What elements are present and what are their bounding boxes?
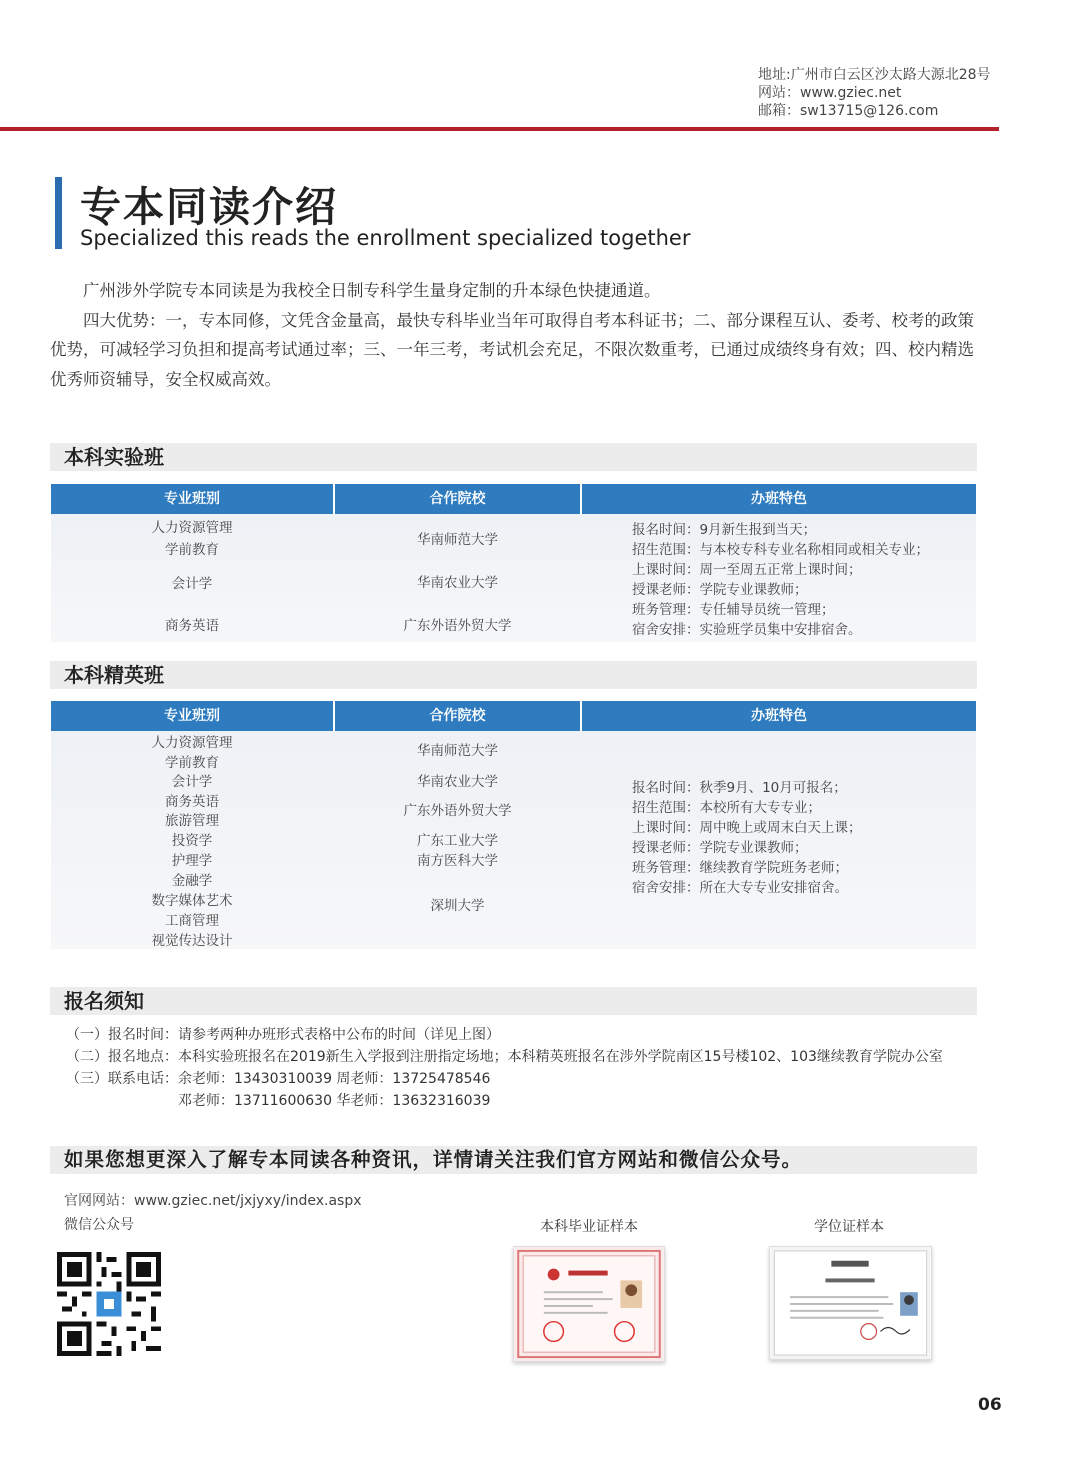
school-cell: 华南师范大学 (417, 743, 498, 759)
major-cell: 视觉传达设计 (151, 933, 233, 949)
email-text: 邮箱：sw13715@126.com (758, 103, 939, 119)
degree-cert-label: 学位证样本 (814, 1219, 884, 1235)
school-cell: 广东外语外贸大学 (403, 618, 512, 634)
major-cell: 人力资源管理 (151, 735, 233, 751)
header-major: 专业班别 (51, 701, 333, 731)
school-cell: 华南农业大学 (417, 575, 498, 591)
major-cell: 金融学 (171, 873, 213, 889)
school-cell: 南方医科大学 (417, 853, 498, 869)
page-title: 专本同读介绍 (80, 183, 338, 231)
school-column (335, 731, 580, 949)
header-divider (0, 127, 999, 131)
notice-item-place: （二）报名地点：本科实验班报名在2019新生入学报到注册指定场地；本科精英班报名在涉外学院南区15号楼102、103继续教育学院办公室 (66, 1049, 943, 1065)
feature-column (582, 514, 976, 642)
table-header (51, 484, 976, 514)
school-cell: 华南农业大学 (417, 774, 498, 790)
school-cell: 广东外语外贸大学 (403, 803, 512, 819)
feature-item: 宿舍安排：实验班学员集中安排宿舍。 (632, 622, 862, 638)
major-cell: 工商管理 (165, 913, 219, 929)
table-body (51, 731, 976, 949)
school-cell: 广东工业大学 (417, 833, 498, 849)
feature-item: 宿舍安排：所在大专专业安排宿舍。 (632, 880, 848, 896)
feature-list (632, 778, 862, 898)
feature-item: 招生范围：本校所有大专专业； (632, 800, 821, 816)
feature-item: 报名时间：秋季9月、10月可报名； (632, 780, 847, 796)
page-number: 06 (978, 1395, 1002, 1415)
header-school: 合作院校 (335, 484, 580, 514)
contact-info (758, 66, 991, 120)
header-school: 合作院校 (335, 701, 580, 731)
intro-text (50, 276, 985, 394)
wechat-qr-code (57, 1252, 161, 1356)
website-text: 网站：www.gziec.net (758, 85, 902, 101)
site-info (64, 1189, 362, 1237)
major-cell: 投资学 (171, 833, 213, 849)
major-cell: 数字媒体艺术 (151, 893, 233, 909)
major-cell: 人力资源管理 (151, 520, 233, 536)
wechat-label: 微信公众号 (64, 1217, 134, 1233)
page-subtitle: Specialized this reads the enrollment specialized together (80, 226, 691, 250)
feature-item: 授课老师：学院专业课教师； (632, 582, 808, 598)
intro-paragraph-2: 四大优势：一，专本同修，文凭含金量高，最快专科毕业当年可取得自考本科证书；二、部分课程互认、委考、校考的政策优势，可减轻学习负担和提高考试通过率；三、一年三考，考试机会充足，不限次数重考，已通过成绩终身有效；四、校内精选优秀师资辅导，安全权威高效。 (50, 310, 974, 389)
major-cell: 会计学 (171, 576, 213, 592)
intro-paragraph-1: 广州涉外学院专本同读是为我校全日制专科学生量身定制的升本绿色快捷通道。 (83, 281, 661, 300)
elite-class-table (51, 701, 976, 949)
major-cell: 商务英语 (165, 618, 219, 634)
table-header (51, 701, 976, 731)
feature-item: 班务管理：继续教育学院班务老师； (632, 860, 848, 876)
feature-item: 上课时间：周一至周五正常上课时间； (632, 562, 862, 578)
major-column (51, 731, 333, 949)
feature-item: 招生范围：与本校专科专业名称相同或相关专业； (632, 542, 929, 558)
experimental-class-table (51, 484, 976, 642)
notice-list (66, 1024, 943, 1112)
major-cell: 学前教育 (165, 755, 219, 771)
header-major: 专业班别 (51, 484, 333, 514)
major-cell: 护理学 (171, 853, 213, 869)
section-heading-experimental: 本科实验班 (50, 443, 977, 471)
address-text: 地址:广州市白云区沙太路大源北28号 (758, 67, 991, 83)
grad-cert-image (513, 1246, 665, 1362)
header-feature: 办班特色 (582, 484, 976, 514)
notice-item-phone: （三）联系电话：余老师：13430310039 周老师：13725478546 (66, 1071, 491, 1087)
major-cell: 学前教育 (165, 542, 219, 558)
follow-banner: 如果您想更深入了解专本同读各种资讯，详情请关注我们官方网站和微信公众号。 (50, 1146, 977, 1174)
notice-item-phone-2: 邓老师：13711600630 华老师：13632316039 (178, 1093, 491, 1109)
grad-cert-label: 本科毕业证样本 (540, 1219, 638, 1235)
major-cell: 会计学 (171, 774, 213, 790)
table-body (51, 514, 976, 642)
section-heading-elite: 本科精英班 (50, 661, 977, 689)
feature-item: 班务管理：专任辅导员统一管理； (632, 602, 835, 618)
notice-item-time: （一）报名时间：请参考两种办班形式表格中公布的时间（详见上图） (66, 1027, 500, 1043)
feature-column (582, 731, 976, 949)
school-cell: 深圳大学 (430, 898, 485, 914)
degree-cert-image (769, 1246, 932, 1360)
feature-item: 授课老师：学院专业课教师； (632, 840, 808, 856)
website-link[interactable]: 官网网站：www.gziec.net/jxjyxy/index.aspx (64, 1193, 362, 1209)
section-heading-notice: 报名须知 (50, 987, 977, 1015)
major-cell: 商务英语 (165, 794, 219, 810)
school-cell: 华南师范大学 (417, 532, 498, 548)
title-accent-bar (55, 177, 62, 249)
header-feature: 办班特色 (582, 701, 976, 731)
feature-item: 上课时间：周中晚上或周末白天上课； (632, 820, 862, 836)
major-column (51, 514, 333, 642)
feature-list (632, 520, 929, 640)
feature-item: 报名时间：9月新生报到当天； (632, 522, 817, 538)
major-cell: 旅游管理 (165, 813, 219, 829)
school-column (335, 514, 580, 642)
